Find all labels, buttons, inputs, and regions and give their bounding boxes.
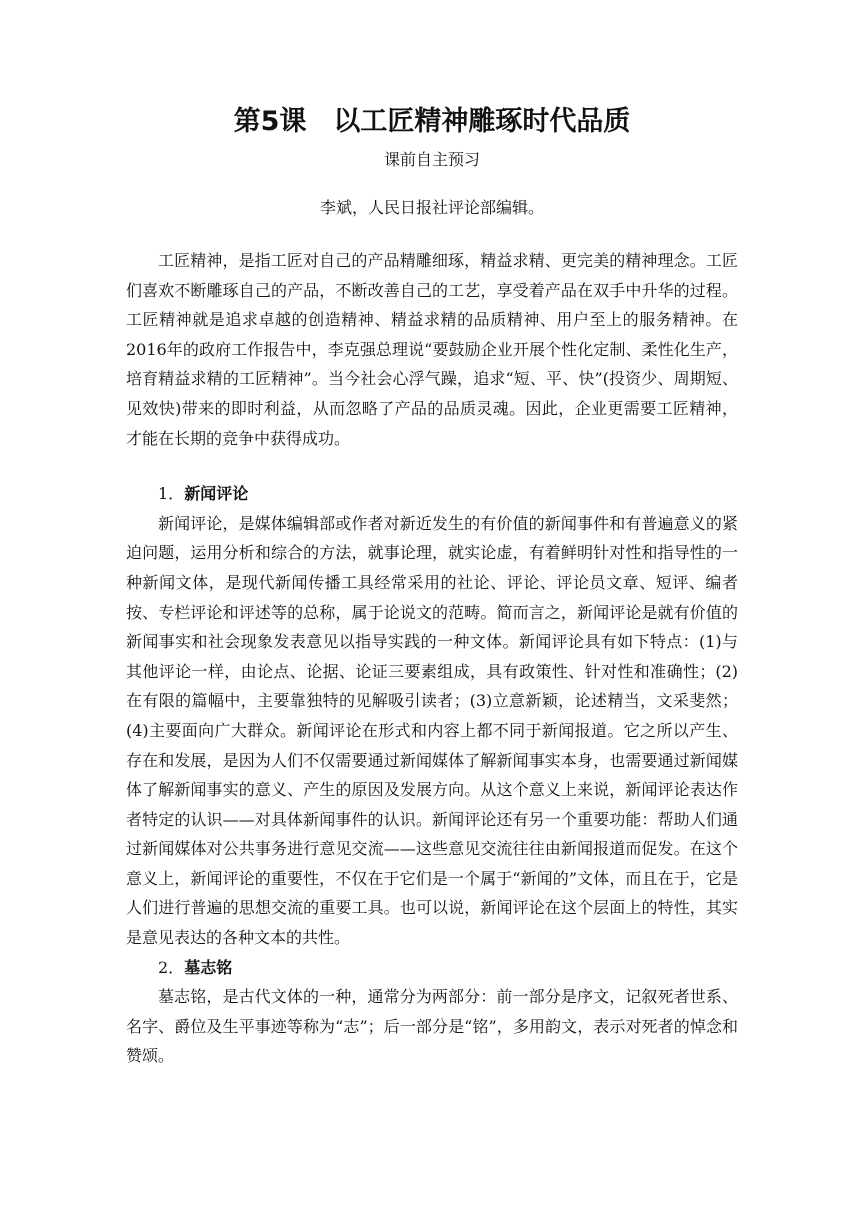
section-title: 墓志铭 (184, 957, 233, 977)
section-number: 2． (158, 957, 185, 977)
section-body-epitaph: 墓志铭，是古代文体的一种，通常分为两部分：前一部分是序文，记叙死者世系、名字、爵位及生平事迹等称为“志”；后一部分是“铭”，多用韵文，表示对死者的悼念和赞颂。 (126, 987, 738, 1066)
author-note: 李斌，人民日报社评论部编辑。 (319, 198, 544, 217)
intro-paragraph: 工匠精神，是指工匠对自己的产品精雕细琢，精益求精、更完美的精神理念。工匠们喜欢不断雕琢自己的产品，不断改善自己的工艺，享受着产品在双手中升华的过程。工匠精神就是追求卓越的创造精神、精益求精的品质精神、用户至上的服务精神。在2016年的政府工作报告中，李克强总理说“要鼓励企业开展个性化定制、柔性化生产，培育精益求精的工匠精神”。当今社会心浮气躁，追求“短、平、快”(投资少、周期短、见效快)带来的即时利益，从而忽略了产品的品质灵魂。因此，企业更需要工匠精神，才能在长期的竞争中获得成功。 (126, 251, 738, 448)
section-title: 新闻评论 (184, 484, 249, 504)
lesson-subtitle: 课前自主预习 (383, 150, 480, 169)
section-heading-epitaph (126, 953, 738, 983)
section-heading-news-commentary (126, 479, 738, 509)
section-number: 1． (158, 484, 185, 504)
section-body-news-commentary: 新闻评论，是媒体编辑部或作者对新近发生的有价值的新闻事件和有普遍意义的紧迫问题，运用分析和综合的方法，就事论理，就实论虚，有着鲜明针对性和指导性的一种新闻文体，是现代新闻传播工具经常采用的社论、评论、评论员文章、短评、编者按、专栏评论和评述等的总称，属于论说文的范畴。简而言之，新闻评论是就有价值的新闻事实和社会现象发表意见以指导实践的一种文体。新闻评论具有如下特点：(1)与其他评论一样，由论点、论据、论证三要素组成，具有政策性、针对性和准确性；(2)在有限的篇幅中，主要靠独特的见解吸引读者；(3)立意新颖，论述精当，文采斐然；(4)主要面向广大群众。新闻评论在形式和内容上都不同于新闻报道。它之所以产生、存在和发展，是因为人们不仅需要通过新闻媒体了解新闻事实本身，也需要通过新闻媒体了解新闻事实的意义、产生的原因及发展方向。从这个意义上来说，新闻评论表达作者特定的认识——对具体新闻事件的认识。新闻评论还有另一个重要功能：帮助人们通过新闻媒体对公共事务进行意见交流——这些意见交流往往由新闻报道而促发。在这个意义上，新闻评论的重要性，不仅在于它们是一个属于“新闻的”文体，而且在于，它是人们进行普遍的思想交流的重要工具。也可以说，新闻评论在这个层面上的特性，其实是意见表达的各种文本的共性。 (126, 513, 738, 948)
document-page (126, 98, 738, 1071)
lesson-title: 第5课 以工匠精神雕琢时代品质 (233, 106, 631, 137)
